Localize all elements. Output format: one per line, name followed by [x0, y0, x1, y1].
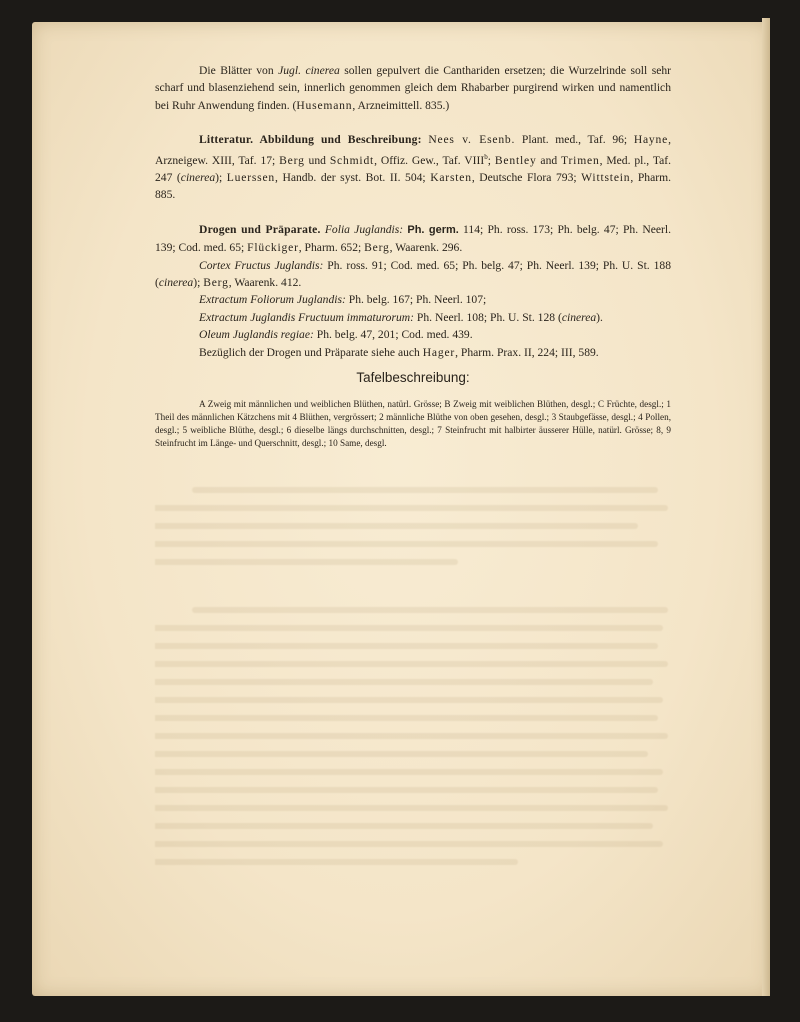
italic-term: cinerea [561, 310, 597, 324]
text-run: , Offiz. Gew., Taf. VIII [374, 153, 485, 167]
italic-term: Extractum Foliorum Juglandis: [199, 293, 346, 307]
text-run: , Arzneigew. XIII, Taf. 17; [155, 133, 671, 167]
line-oleum [155, 326, 671, 343]
author-name: Karsten [430, 170, 472, 184]
author-name: Bentley [494, 153, 537, 167]
italic-term: Extractum Juglandis Fructuum immaturorum: [199, 310, 414, 324]
bleed-through [155, 480, 671, 900]
line-extract-fruits [155, 309, 671, 326]
text-run: Ph. Neerl. 108; Ph. U. St. 128 ( [414, 310, 562, 324]
author-name: Flückiger [247, 241, 299, 255]
author-name: Nees v. Esenb. [428, 133, 516, 147]
spacer [155, 204, 671, 221]
author-name: Berg [364, 241, 390, 255]
section-heading: Drogen und Präparate. [199, 222, 321, 236]
text-run: , Waarenk. 296. [389, 241, 463, 255]
main-text [155, 62, 671, 361]
italic-term: Oleum Juglandis regiae: [199, 328, 314, 342]
paragraph-literature [155, 131, 671, 203]
author-name: Hager [422, 345, 456, 359]
text-run: , Handb. der syst. Bot. II. 504; [275, 170, 431, 184]
author-name: Berg [203, 275, 229, 289]
text-run: , Med. pl., Taf. 247 ( [155, 153, 672, 184]
text-run: 114; Ph. ross. 173; Ph. belg. 47; Ph. Neerl. 139; Cod. med. 65; [155, 222, 671, 255]
author-name: Schmidt [329, 153, 375, 167]
section-heading: Litteratur. Abbildung und Beschreibung: [199, 133, 422, 147]
text-run: Die Blätter von [199, 64, 279, 77]
paragraph-drugs [155, 221, 671, 257]
text-run: ); [215, 170, 227, 184]
line-extract-leaves [155, 291, 671, 308]
author-name: Trimen [561, 153, 600, 167]
text-run: Ph. ross. 91; Cod. med. 65; Ph. belg. 47; Ph. Neerl. 139; Ph. U. St. 188 ( [155, 258, 671, 289]
text-run: , Pharm. 885. [155, 170, 672, 202]
author-name: Berg [279, 153, 305, 167]
text-run: , Pharm. Prax. II, 224; III, 589. [455, 345, 599, 359]
text-run: , Deutsche Flora 793; [471, 170, 582, 184]
text-run: ); [193, 275, 204, 289]
paragraph-cortex [155, 257, 671, 292]
author-name: Luerssen [226, 170, 276, 184]
italic-term: Jugl. cinerea [278, 64, 340, 77]
text-run: sollen gepulvert die Canthariden ersetzen; die Wurzelrinde soll sehr scharf und blasenziehend sein, innerlich genommen gleich dem Rhabarber purgirend wirken und namentlich bei Ruhr Anwendung finden. ( [155, 64, 672, 112]
author-name: Husemann [296, 98, 353, 112]
text-run: , Pharm. 652; [298, 241, 365, 255]
text-run: , Waarenk. 412. [228, 275, 302, 289]
plate-description-heading: Tafelbeschreibung: [356, 370, 470, 385]
italic-term: cinerea [180, 170, 216, 184]
plate-description-legend: A Zweig mit männlichen und weiblichen Blüthen, natürl. Grösse; B Zweig mit weiblichen Blüthen, desgl.; C Früchte, desgl.; 1 Theil des männlichen Kätzchens mit 4 Blüthen, vergrössert; 2 männliche Blüthe von oben gesehen, desgl.; 3 Staubgefässe, desgl.; 4 Pollen, desgl.; 5 weibliche Blüthe, desgl.; 6 dieselbe längs durchschnitten, desgl.; 7 Steinfrucht mit halbirter äusserer Hülle, natürl. Grösse; 8, 9 Steinfrucht im Länge- und Querschnitt, desgl.; 10 Same, desgl. [155, 399, 671, 449]
text-run: Ph. belg. 167; Ph. Neerl. 107; [345, 293, 487, 307]
bleed-through-lines [155, 480, 671, 900]
text-run: ). [596, 310, 603, 324]
text-run: , Arzneimittell. 835.) [352, 98, 450, 112]
text-run: Plant. med., Taf. 96; [515, 133, 634, 147]
line-hager-reference [155, 344, 671, 361]
pharmacopoeia-ref: Ph. germ. [407, 223, 459, 236]
spacer [155, 114, 671, 131]
italic-term: Folia Juglandis: [324, 222, 404, 236]
text-run: ; [487, 153, 495, 167]
text-run: Ph. belg. 47, 201; Cod. med. 439. [313, 328, 473, 342]
page-edge [762, 18, 770, 996]
italic-term: cinerea [158, 275, 194, 289]
superscript: b [484, 152, 488, 161]
italic-term: Cortex Fructus Juglandis: [199, 258, 324, 272]
author-name: Wittstein [581, 170, 631, 184]
text-run: Bezüglich der Drogen und Präparate siehe auch [199, 345, 423, 359]
text-run: und [304, 153, 330, 167]
text-run: and [536, 153, 562, 167]
paragraph-juglans-cinerea [155, 62, 671, 114]
author-name: Hayne [633, 133, 669, 147]
